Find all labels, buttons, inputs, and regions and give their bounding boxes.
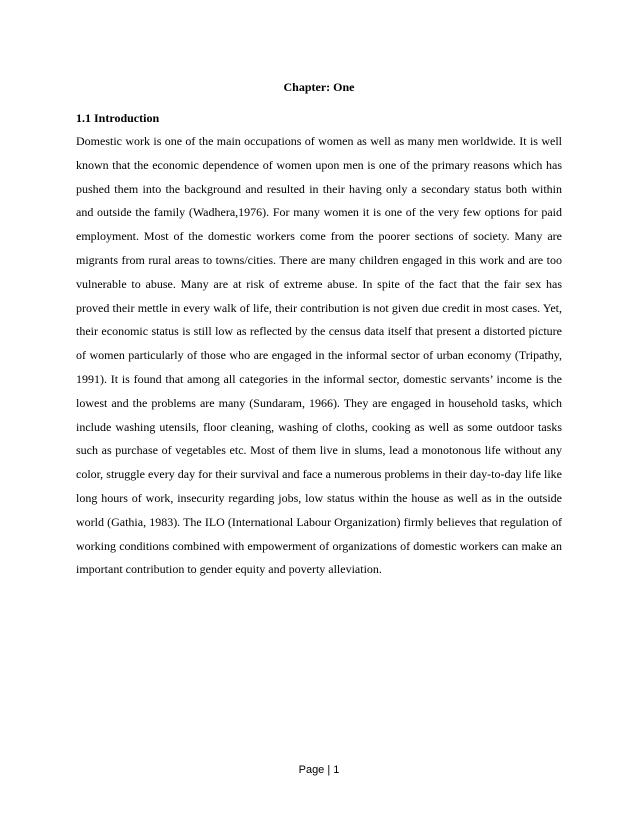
page-number-footer: Page | 1 [298,764,340,776]
chapter-title: Chapter: One [283,80,355,94]
introduction-paragraph: Domestic work is one of the main occupations of women as well as many men worldwide. It is well known that the economic dependence of women upon men is one of the primary reasons which has pushed them into the background and resulted in their having only a secondary status both within and outside the family (Wadhera,1976). For many women it is one of the very few options for paid employment. Most of the domestic workers come from the poorer sections of society. Many are migrants from rural areas to towns/cities. There are many children engaged in this work and are too vulnerable to abuse. Many are at risk of extreme abuse. In spite of the fact that the fair sex has proved their mettle in every walk of life, their contribution is not given due credit in most cases. Yet, their economic status is still low as reflected by the census data itself that present a distorted picture of women particularly of those who are engaged in the informal sector of urban economy (Tripathy, 1991). It is found that among all categories in the informal sector, domestic servants’ income is the lowest and the problems are many (Sundaram, 1966). They are engaged in household tasks, which include washing utensils, floor cleaning, washing of cloths, cooking as well as some outdoor tasks such as purchase of vegetables etc. Most of them live in slums, lead a monotonous life without any color, struggle every day for their survival and face a numerous problems in their day-to-day life like long hours of work, insecurity regarding jobs, low status within the house as well as in the outside world (Gathia, 1983). The ILO (International Labour Organization) firmly believes that regulation of working conditions combined with empowerment of organizations of domestic workers can make an important contribution to gender equity and poverty alleviation. [76,134,562,577]
section-heading: 1.1 Introduction [76,111,160,125]
